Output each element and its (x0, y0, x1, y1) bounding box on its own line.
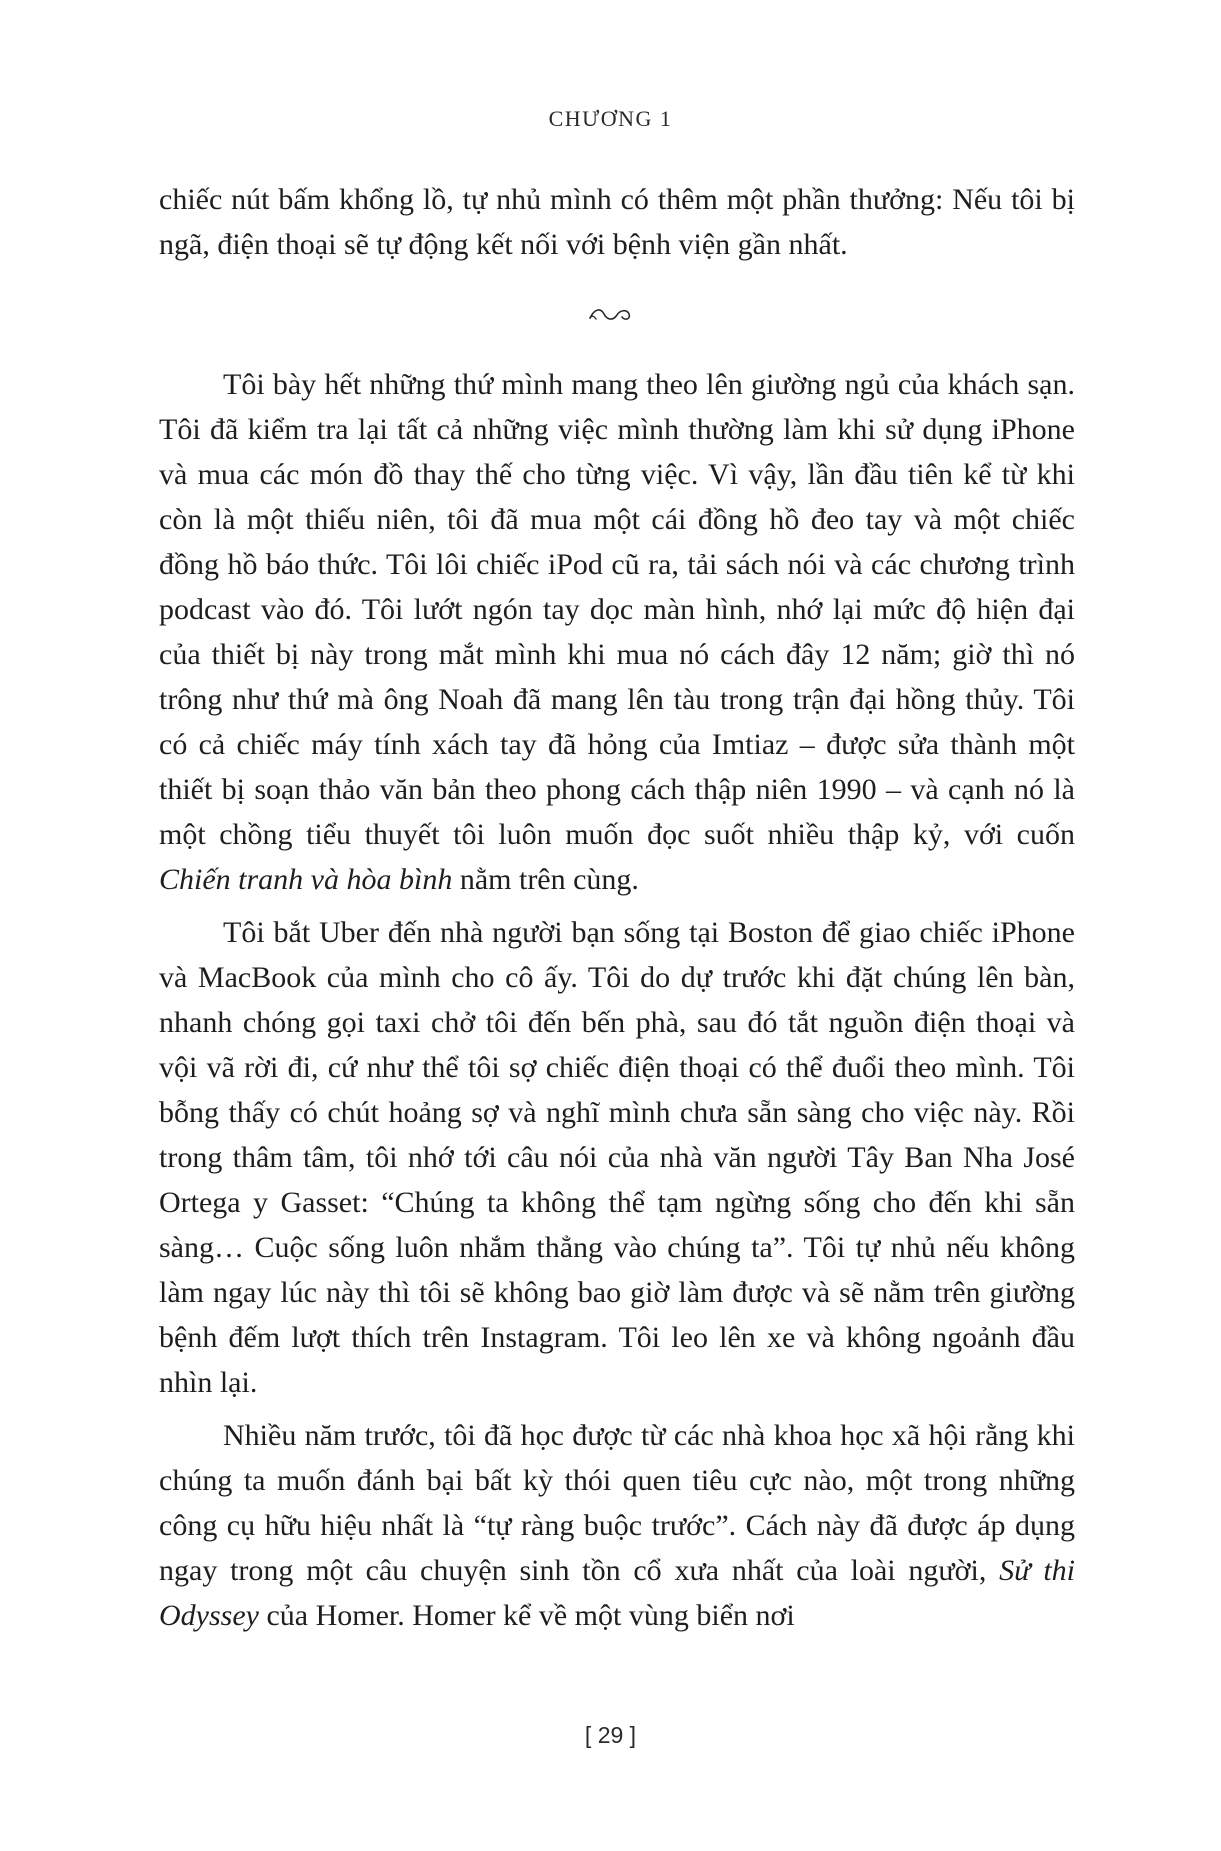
section-break (0, 306, 1221, 331)
paragraph-2: Tôi bắt Uber đến nhà người bạn sống tại Boston để giao chiếc iPhone và MacBook của mình cho cô ấy. Tôi do dự trước khi đặt chúng lên bàn, nhanh chóng gọi taxi chở tôi đến bến phà, sau đó tắt nguồn điện thoại và vội vã rời đi, cứ như thể tôi sợ chiếc điện thoại có thể đuổi theo mình. Tôi bỗng thấy có chút hoảng sợ và nghĩ mình chưa sẵn sàng cho việc này. Rồi trong thâm tâm, tôi nhớ tới câu nói của nhà văn người Tây Ban Nha José Ortega y Gasset: “Chúng ta không thể tạm ngừng sống cho đến khi sẵn sàng… Cuộc sống luôn nhắm thẳng vào chúng ta”. Tôi tự nhủ nếu không làm ngay lúc này thì tôi sẽ không bao giờ làm được và sẽ nằm trên giường bệnh đếm lượt thích trên Instagram. Tôi leo lên xe và không ngoảnh đầu nhìn lại. (159, 916, 1075, 1399)
body-text (159, 362, 1075, 1646)
book-title-italic: Chiến tranh và hòa bình (159, 863, 453, 896)
paragraph-1: Tôi bày hết những thứ mình mang theo lên giường ngủ của khách sạn. Tôi đã kiểm tra lại tất cả những việc mình thường làm khi sử dụng iPhone và mua các món đồ thay thế cho từng việc. Vì vậy, lần đầu tiên kể từ khi còn là một thiếu niên, tôi đã mua một cái đồng hồ đeo tay và một chiếc đồng hồ báo thức. Tôi lôi chiếc iPod cũ ra, tải sách nói và các chương trình podcast vào đó. Tôi lướt ngón tay dọc màn hình, nhớ lại mức độ hiện đại của thiết bị này trong mắt mình khi mua nó cách đây 12 năm; giờ thì nó trông như thứ mà ông Noah đã mang lên tàu trong trận đại hồng thủy. Tôi có cả chiếc máy tính xách tay đã hỏng của Imtiaz – được sửa thành một thiết bị soạn thảo văn bản theo phong cách thập niên 1990 – và cạnh nó là một chồng tiểu thuyết tôi luôn muốn đọc suốt nhiều thập kỷ, với cuốn Chiến tranh và hòa bình nằm trên cùng. (159, 368, 1075, 896)
running-head: CHƯƠNG 1 (548, 106, 673, 131)
lead-paragraph-block (159, 177, 1075, 267)
epic-title-italic: Sử thi Odyssey (159, 1554, 1075, 1632)
paragraph-3: Nhiều năm trước, tôi đã học được từ các nhà khoa học xã hội rằng khi chúng ta muốn đánh bại bất kỳ thói quen tiêu cực nào, một trong những công cụ hữu hiệu nhất là “tự ràng buộc trước”. Cách này đã được áp dụng ngay trong một câu chuyện sinh tồn cổ xưa nhất của loài người, Sử thi Odyssey của Homer. Homer kể về một vùng biển nơi (159, 1419, 1075, 1632)
page-number: [ 29 ] (584, 1722, 637, 1748)
lead-paragraph: chiếc nút bấm khổng lồ, tự nhủ mình có thêm một phần thưởng: Nếu tôi bị ngã, điện thoại sẽ tự động kết nối với bệnh viện gần nhất. (159, 183, 1075, 261)
swash-ornament-icon (587, 306, 635, 326)
